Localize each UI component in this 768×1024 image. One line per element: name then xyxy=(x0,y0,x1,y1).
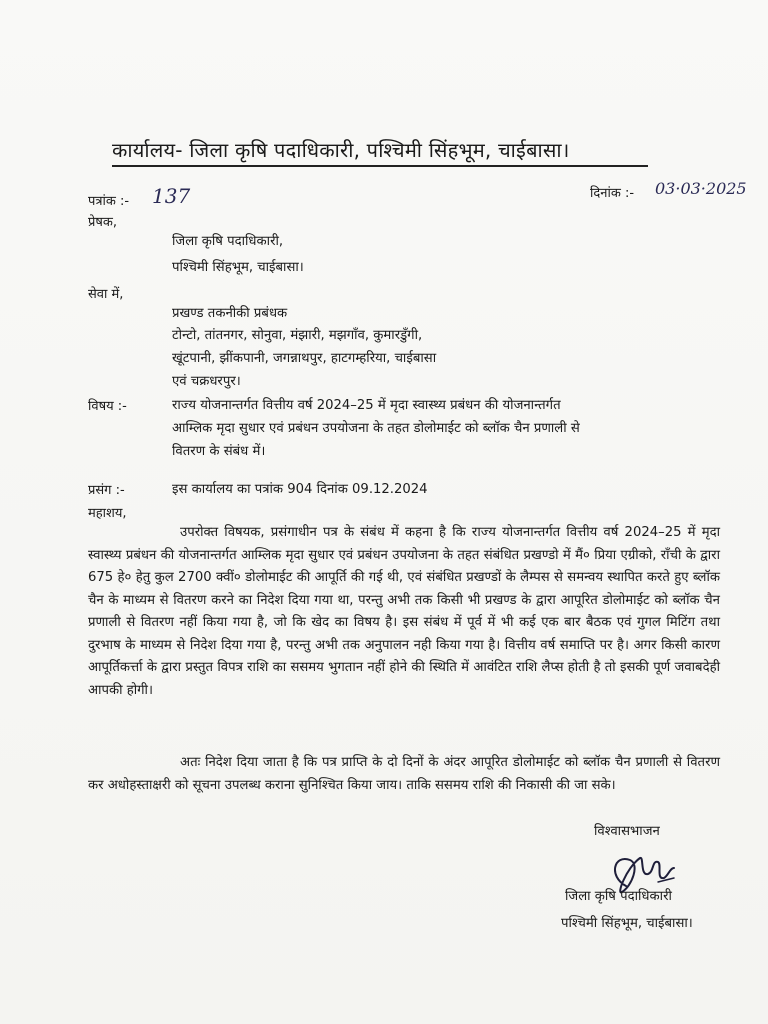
recipient-line-4: एवं चक्रधरपुर। xyxy=(172,374,241,389)
sender-label: प्रेषक, xyxy=(88,215,118,230)
reference-label: प्रसंग :- xyxy=(88,483,125,498)
body-paragraph-1 xyxy=(88,522,720,702)
subject-label: विषय :- xyxy=(88,399,127,414)
sender-line-1: जिला कृषि पदाधिकारी, xyxy=(172,234,284,249)
body-paragraph-1-text: उपरोक्त विषयक, प्रसंगाधीन पत्र के संबंध में कहना है कि राज्य योजनान्तर्गत वित्तीय वर्ष 2024–25 में मृदा स्वास्थ्य प्रबंधन की योजनान्तर्गत आम्लिक मृदा सुधार एवं प्रबंधन उपयोजना के तहत संबंधित प्रखण्डो में मैं० प्रिया एग्रीको, राँची के द्वारा 675 हे० हेतु कुल 2700 क्वीं० डोलोमाईट की आपूर्ति की गई थी, एवं संबंधित प्रखण्डों के लैम्पस से समन्वय स्थापित करते हुए ब्लॉक चैन के माध्यम से वितरण करने का निदेश दिया गया था, परन्तु अभी तक किसी भी प्रखण्ड के द्वारा आपूरित डोलोमाईट को ब्लॉक चैन प्रणाली से वितरण नहीं किया गया है, जो कि खेद का विषय है। इस संबंध में पूर्व में भी कई एक बार बैठक एवं गुगल मिटिंग तथा दुरभाष के माध्यम से निदेश दिया गया है, परन्तु अभी तक अनुपालन नही किया गया है। वित्तीय वर्ष समाप्ति पर है। अगर किसी कारण आपूर्तिकर्त्ता के द्वारा प्रस्तुत विपत्र राशि का ससमय भुगतान नहीं होने की स्थिति में आवंटित राशि लैप्स होती है तो इसकी पूर्ण जवाबदेही आपकी होगी। xyxy=(88,525,720,698)
body-paragraph-2-text: अतः निदेश दिया जाता है कि पत्र प्राप्ति के दो दिनों के अंदर आपूरित डोलोमाईट को ब्लॉक चैन प्रणाली से वितरण कर अधोहस्ताक्षरी को सूचना उपलब्ध कराना सुनिश्चित किया जाय। ताकि ससमय राशि की निकासी की जा सके। xyxy=(88,755,720,793)
signatory-line-2: पश्चिमी सिंहभूम, चाईबासा। xyxy=(561,916,693,931)
recipient-line-1: प्रखण्ड तकनीकी प्रबंधक xyxy=(172,306,288,321)
letter-no-value: 137 xyxy=(152,184,191,208)
subject-line-3: वितरण के संबंध में। xyxy=(172,444,266,459)
subject-line-1: राज्य योजनान्तर्गत वित्तीय वर्ष 2024–25 में मृदा स्वास्थ्य प्रबंधन की योजनान्तर्गत xyxy=(172,398,561,413)
date-value: 03·03·2025 xyxy=(655,179,747,198)
reference-text: इस कार्यालय का पत्रांक 904 दिनांक 09.12.2024 xyxy=(172,482,428,497)
salutation: महाशय, xyxy=(88,506,127,521)
office-title: कार्यालय- जिला कृषि पदाधिकारी, पश्चिमी सिंहभूम, चाईबासा। xyxy=(112,138,570,162)
date-label: दिनांक :- xyxy=(590,186,635,201)
signatory-line-1: जिला कृषि पदाधिकारी xyxy=(565,889,672,904)
sender-line-2: पश्चिमी सिंहभूम, चाईबासा। xyxy=(172,260,304,275)
recipient-line-3: खूंटपानी, झींकपानी, जगन्नाथपुर, हाटगम्हरिया, चाईबासा xyxy=(172,351,437,366)
closing: विश्वासभाजन xyxy=(594,824,660,839)
recipient-label: सेवा में, xyxy=(88,287,124,302)
title-underline xyxy=(112,165,648,167)
subject-line-2: आम्लिक मृदा सुधार एवं प्रबंधन उपयोजना के तहत डोलोमाईट को ब्लॉक चैन प्रणाली से xyxy=(172,421,580,436)
letter-no-label: पत्रांक :- xyxy=(88,194,130,209)
recipient-line-2: टोन्टो, तांतनगर, सोनुवा, मंझारी, मझगाँव, कुमारडुँगी, xyxy=(172,328,423,343)
body-paragraph-2 xyxy=(88,752,720,797)
